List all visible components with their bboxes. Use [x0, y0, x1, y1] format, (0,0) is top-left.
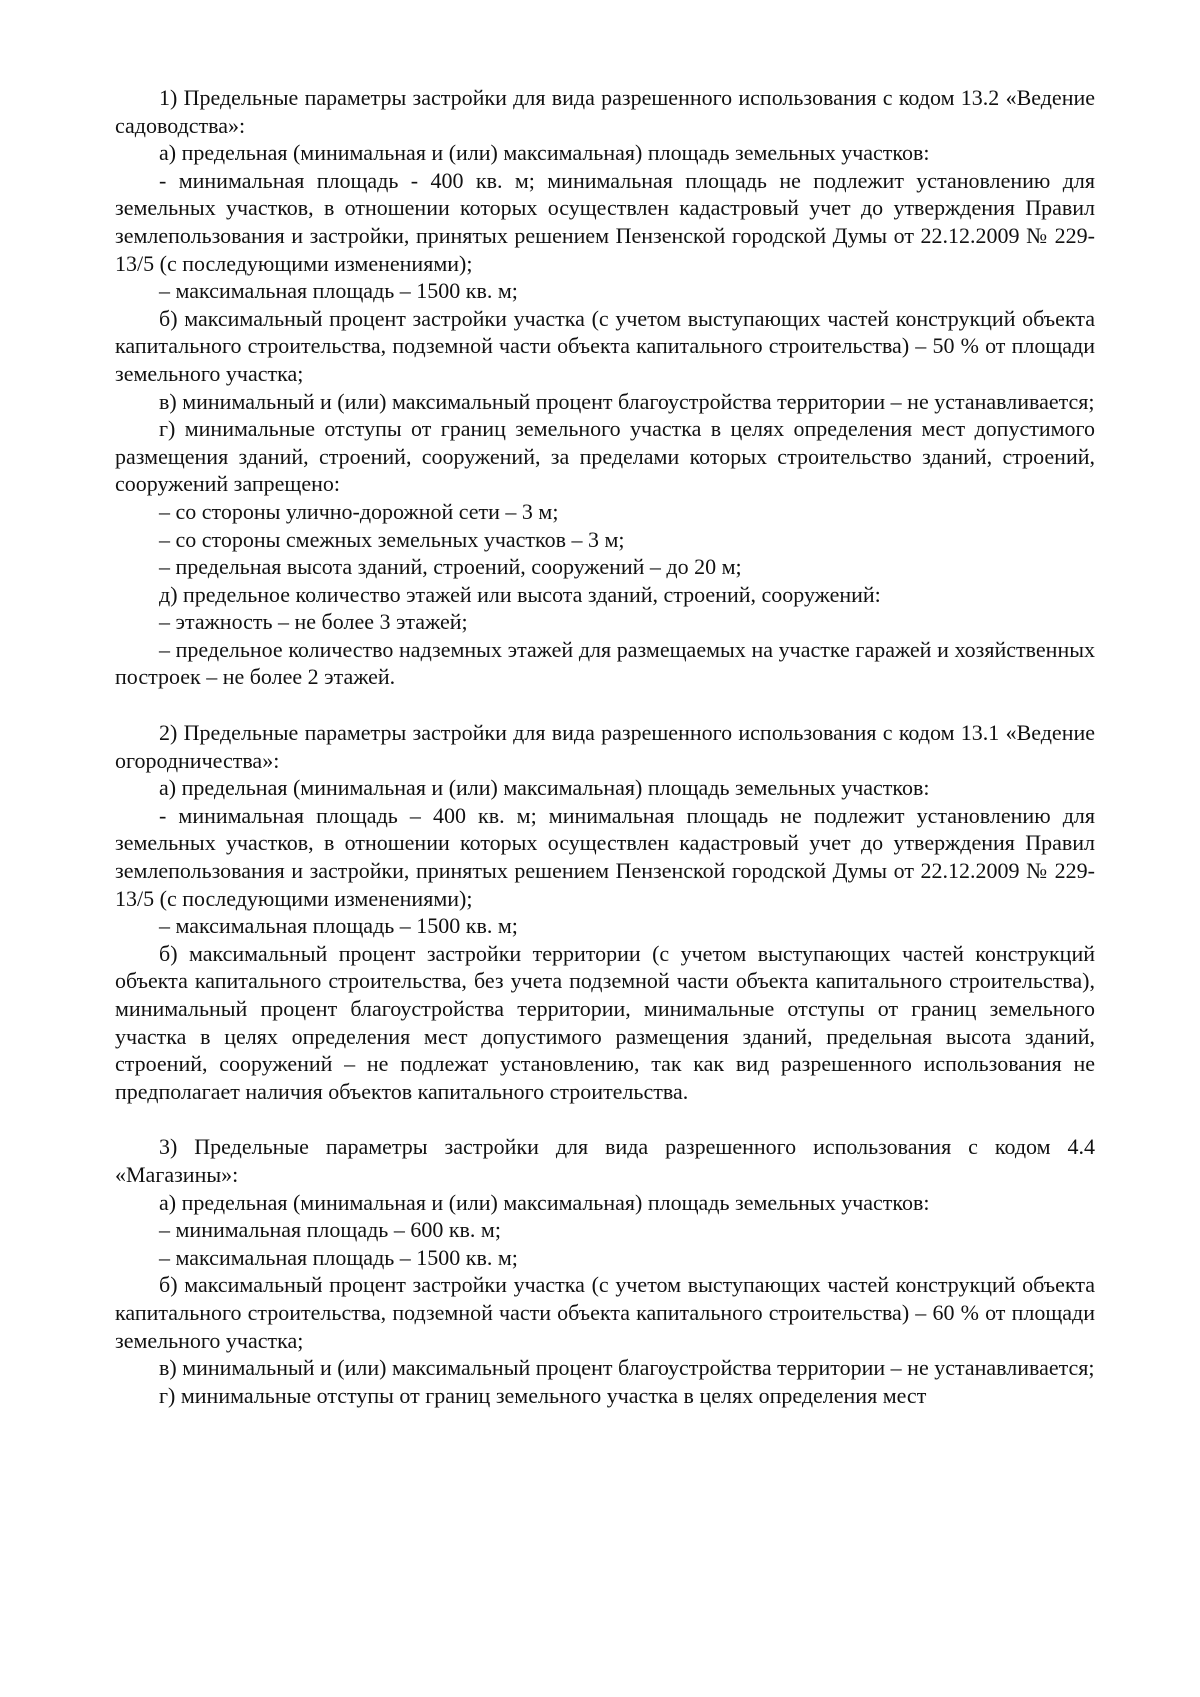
- section-1-adjacent-setback: – со стороны смежных земельных участков – 3 м;: [159, 526, 625, 552]
- section-2-item-a: а) предельная (минимальная и (или) максимальная) площадь земельных участков:: [159, 775, 930, 801]
- section-1-item-a: а) предельная (минимальная и (или) максимальная) площадь земельных участков:: [159, 140, 930, 166]
- section-2-max-area: – максимальная площадь – 1500 кв. м;: [159, 913, 518, 939]
- document-body: [115, 84, 1095, 1409]
- section-3-heading: 3) Предельные параметры застройки для вида разрешенного использования с кодом 4.4 «Магазины»:: [115, 1134, 1095, 1187]
- section-3-shops: [115, 1133, 1095, 1409]
- section-1-max-area: – максимальная площадь – 1500 кв. м;: [159, 278, 518, 304]
- section-3-item-v: в) минимальный и (или) максимальный процент благоустройства территории – не устанавливается;: [159, 1355, 1095, 1381]
- section-3-max-area: – максимальная площадь – 1500 кв. м;: [159, 1244, 518, 1270]
- section-3-item-a: а) предельная (минимальная и (или) максимальная) площадь земельных участков:: [159, 1189, 930, 1215]
- section-1-item-b: б) максимальный процент застройки участка (с учетом выступающих частей конструкций объекта капитального строительства, подземной части объекта капитального строительства) – 50 % от площади земельного участка;: [115, 305, 1095, 386]
- section-3-item-b: б) максимальный процент застройки участка (с учетом выступающих частей конструкций объекта капитального строительства, подземной части объекта капитального строительства) – 60 % от площади земельного участка;: [115, 1272, 1095, 1353]
- section-1-heading: 1) Предельные параметры застройки для вида разрешенного использования с кодом 13.2 «Ведение садоводства»:: [115, 85, 1095, 138]
- section-3-min-area: – минимальная площадь – 600 кв. м;: [159, 1217, 501, 1243]
- section-2-min-area: - минимальная площадь – 400 кв. м; минимальная площадь не подлежит установлению для земельных участков, в отношении которых осуществлен кадастровый учет до утверждения Правил землепользования и застройки, принятых решением Пензенской городской Думы от 22.12.2009 № 229-13/5 (с последующими изменениями);: [115, 802, 1095, 911]
- section-1-max-height: – предельная высота зданий, строений, сооружений – до 20 м;: [159, 554, 742, 580]
- section-1-floors: – этажность – не более 3 этажей;: [159, 609, 468, 635]
- section-2-heading: 2) Предельные параметры застройки для вида разрешенного использования с кодом 13.1 «Ведение огородничества»:: [115, 720, 1095, 773]
- section-1-street-setback: – со стороны улично-дорожной сети – 3 м;: [159, 498, 559, 524]
- section-1-item-g: г) минимальные отступы от границ земельного участка в целях определения мест допустимого размещения зданий, строений, сооружений, за пределами которых строительство зданий, строений, сооружений запрещено:: [115, 416, 1095, 497]
- section-3-item-g: г) минимальные отступы от границ земельного участка в целях определения мест: [159, 1382, 927, 1408]
- section-2-item-b: б) максимальный процент застройки территории (с учетом выступающих частей конструкций объекта капитального строительства, без учета подземной части объекта капитального строительства), минимальный процент благоустройства территории, минимальные отступы от границ земельного участка в целях определения мест допустимого размещения зданий, предельная высота зданий, строений, сооружений – не подлежат установлению, так как вид разрешенного использования не предполагает наличия объектов капитального строительства.: [115, 940, 1095, 1104]
- section-1-min-area: - минимальная площадь - 400 кв. м; минимальная площадь не подлежит установлению для земельных участков, в отношении которых осуществлен кадастровый учет до утверждения Правил землепользования и застройки, принятых решением Пензенской городской Думы от 22.12.2009 № 229-13/5 (с последующими изменениями);: [115, 167, 1095, 276]
- section-1-garage-floors: – предельное количество надземных этажей для размещаемых на участке гаражей и хозяйственных построек – не более 2 этажей.: [115, 636, 1095, 690]
- section-1-item-v: в) минимальный и (или) максимальный процент благоустройства территории – не устанавливается;: [159, 388, 1095, 414]
- section-2-vegetable-gardening: [115, 719, 1095, 1105]
- section-1-item-d: д) предельное количество этажей или высота зданий, строений, сооружений:: [159, 581, 881, 607]
- section-1-gardening: [115, 84, 1095, 691]
